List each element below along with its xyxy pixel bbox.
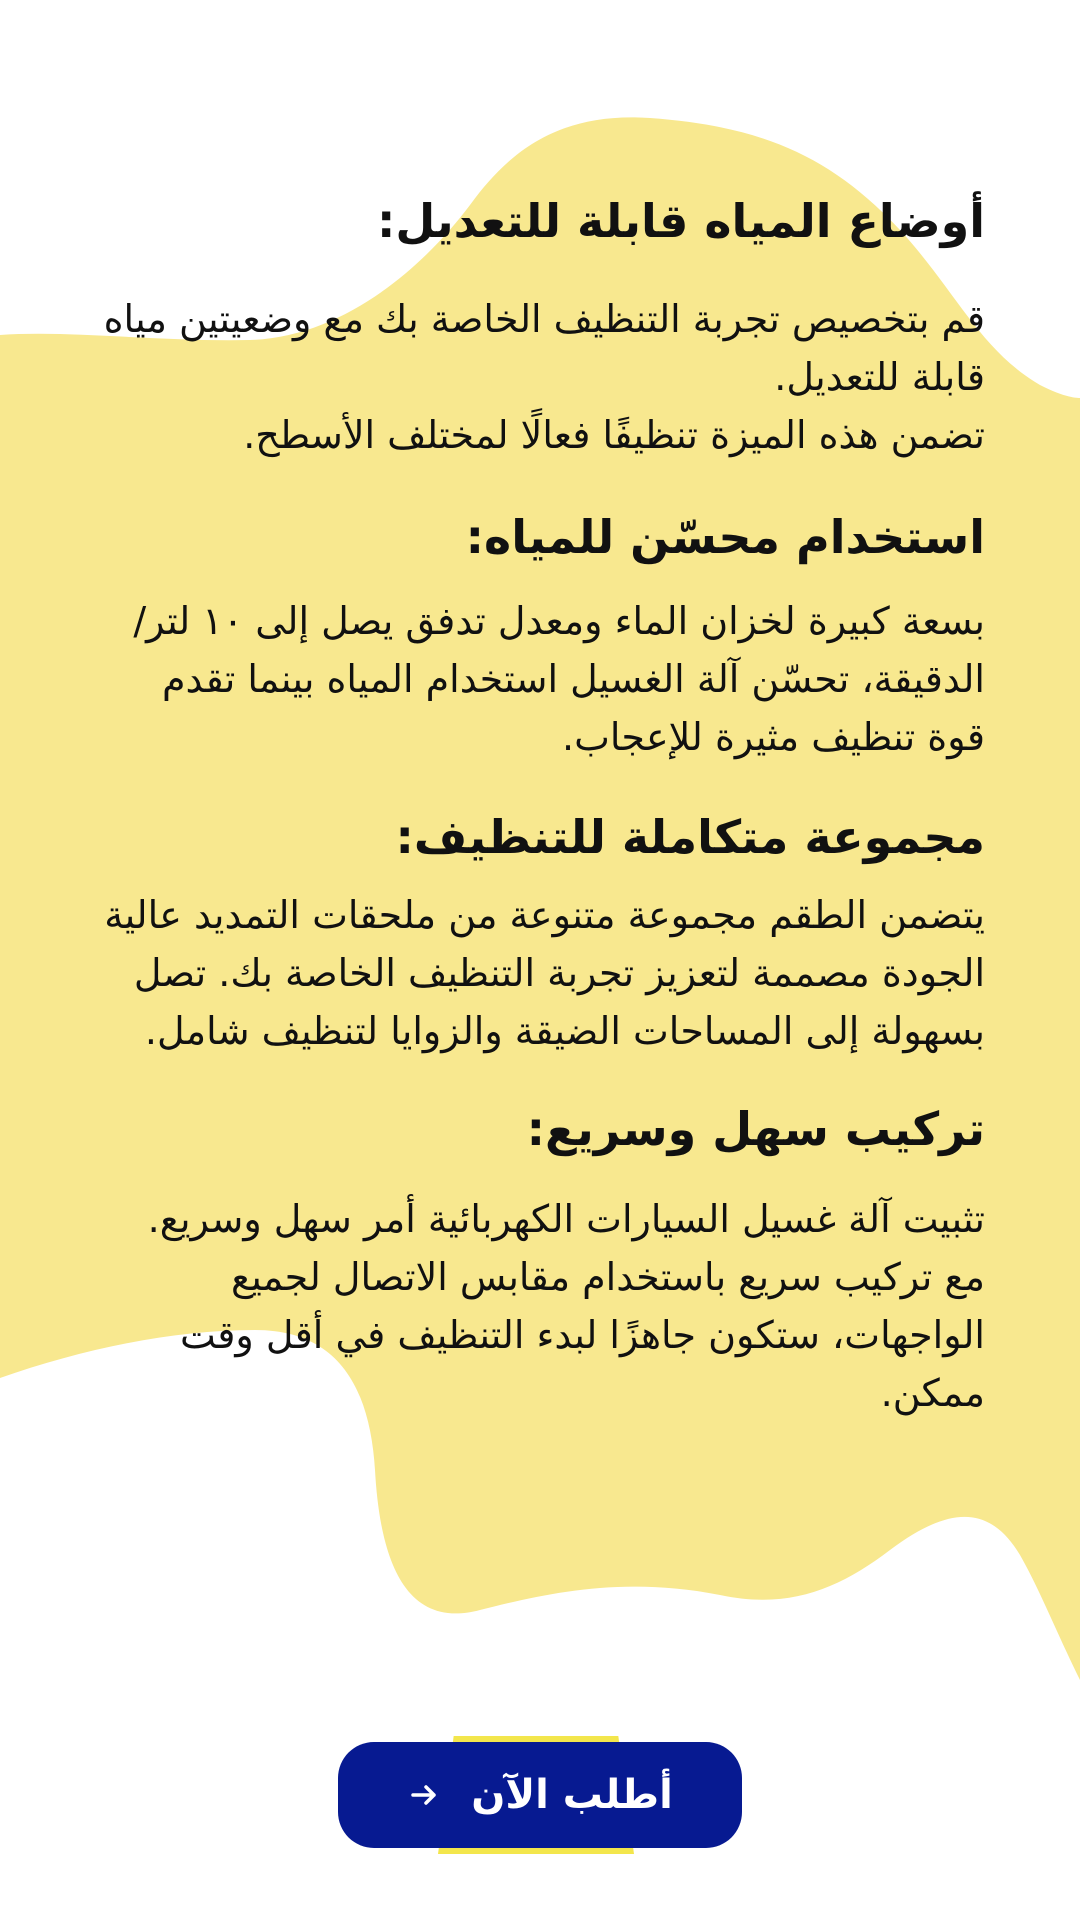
feature-complete-cleaning-kit [100,806,985,1060]
feature-description: بسعة كبيرة لخزان الماء ومعدل تدفق يصل إلى ١٠ لتر/الدقيقة، تحسّن آلة الغسيل استخدام المياه بينما تقدم قوة تنظيف مثيرة للإعجاب. [133,599,985,759]
feature-description: يتضمن الطقم مجموعة متنوعة من ملحقات التمديد عالية الجودة مصممة لتعزيز تجربة التنظيف الخاصة بك. تصل بسهولة إلى المساحات الضيقة والزوايا لتنظيف شامل. [104,893,985,1053]
feature-optimized-water-use [100,506,985,766]
feature-description: قم بتخصيص تجربة التنظيف الخاصة بك مع وضعيتين مياه قابلة للتعديل. تضمن هذه الميزة تنظيفًا فعالًا لمختلف الأسطح. [103,297,985,457]
feature-adjustable-water-modes [100,190,985,464]
arrow-icon [407,1778,441,1812]
feature-heading: أوضاع المياه قابلة للتعديل: [376,194,985,248]
order-now-cta [338,1742,742,1848]
order-now-label: أطلب الآن [471,1772,673,1818]
feature-heading: مجموعة متكاملة للتنظيف: [395,810,985,864]
order-now-button[interactable] [338,1742,742,1848]
feature-heading: استخدام محسّن للمياه: [465,510,985,564]
features-content [100,190,985,1422]
feature-easy-installation [100,1098,985,1422]
feature-heading: تركيب سهل وسريع: [526,1102,985,1156]
feature-description: تثبيت آلة غسيل السيارات الكهربائية أمر سهل وسريع. مع تركيب سريع باستخدام مقابس الاتصال لجميع الواجهات، ستكون جاهزًا لبدء التنظيف في أقل وقت ممكن. [147,1197,985,1415]
